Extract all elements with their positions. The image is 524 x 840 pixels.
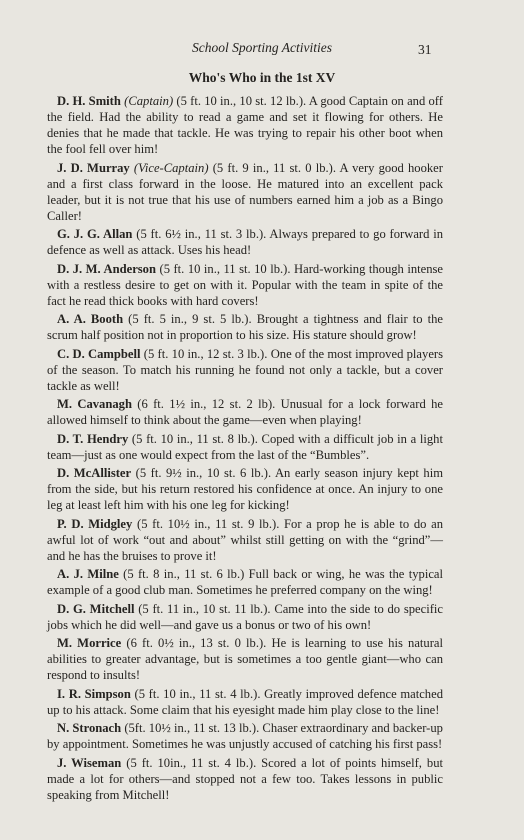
player-entry: [47, 160, 443, 224]
player-description: He is learning to use his natural abilities to greater advantage, but is sometimes a too gentle giant—who can respond to insults!: [47, 636, 443, 682]
player-name: P. D. Midgley: [57, 516, 133, 531]
player-description: A very good hooker and a first class forward in the loose. He matured into an excellent pack leader, but it is not true that his use of numbers earned him a job as a Bingo Caller!: [47, 160, 443, 223]
player-stats: (6 ft. 0½ in., 13 st. 0 lb.).: [126, 636, 267, 650]
player-stats: (5 ft. 10 in., 11 st. 8 lb.).: [131, 431, 258, 446]
player-name: M. Cavanagh: [57, 397, 132, 411]
player-name: D. T. Hendry: [57, 431, 129, 446]
player-entry: [47, 465, 443, 513]
player-stats: (5 ft. 9 in., 11 st. 0 lb.).: [212, 160, 336, 175]
player-entry: [47, 720, 443, 752]
player-description: Came into the side to do specific jobs which he did well—and gave us a bonus or two of his own!: [47, 601, 443, 632]
player-description: Coped with a difficult job in a light team—just as one would expect from the last of the “Bumbles”.: [47, 431, 443, 462]
player-entry: [47, 601, 443, 633]
player-entry: [47, 516, 443, 564]
player-stats: (5 ft. 8 in., 11 st. 6 lb.): [123, 567, 245, 581]
section-title: Who's Who in the 1st XV: [188, 70, 336, 85]
player-name: J. D. Murray: [57, 160, 130, 175]
player-description: An early season injury kept him from the side, but his return restored his confidence at once. An injury to one leg at least left him with his one leg for kicking!: [47, 466, 443, 512]
player-description: Unusual for a lock forward he allowed himself to think about the game—even when playing!: [47, 397, 443, 427]
player-stats: (5 ft. 10 in., 11 st. 10 lb.).: [159, 261, 291, 276]
player-name: D. G. Mitchell: [57, 601, 135, 616]
player-name: J. Wiseman: [57, 755, 122, 770]
player-description: A good Captain on and off the field. Had the ability to read a game and set it flowing for others. He denies that he made that tackle. He was trying to repair his other boot when the fool fell over him!: [47, 94, 443, 156]
player-entry: [47, 346, 443, 394]
running-head: School Sporting Activities: [192, 40, 332, 55]
player-entry: [47, 311, 443, 343]
player-entry: [47, 635, 443, 683]
player-stats: (5 ft. 11 in., 10 st. 11 lb.).: [138, 601, 271, 616]
player-stats: (5 ft. 5 in., 9 st. 5 lb.).: [128, 312, 252, 326]
player-entry: [47, 686, 443, 718]
player-name: M. Morrice: [57, 636, 122, 650]
player-description: Chaser extraordinary and backer-up by appointment. Sometimes he was unjustly accused of catching his first pass!: [47, 721, 443, 751]
player-description: Brought a tightness and flair to the scrum half position not in proportion to his size. His stature should grow!: [47, 312, 444, 342]
player-entry: [47, 93, 443, 157]
player-description: Scored a lot of points himself, but made a lot for others—and stopped not a few too. Takes lessons in public speaking from Mitchell!: [47, 755, 443, 802]
player-name: A. J. Milne: [57, 567, 119, 581]
player-stats: (5 ft. 10 in., 12 st. 3 lb.).: [143, 346, 268, 361]
player-entry: [47, 566, 443, 598]
player-entry: [47, 261, 443, 309]
player-name: G. J. G. Allan: [57, 227, 133, 241]
player-stats: (5 ft. 10 in., 11 st. 4 lb.).: [134, 686, 261, 701]
player-stats: (5 ft. 6½ in., 11 st. 3 lb.).: [136, 227, 267, 241]
player-name: D. McAllister: [57, 466, 132, 480]
player-stats: (5 ft. 9½ in., 10 st. 6 lb.).: [135, 466, 272, 480]
player-stats: (5 ft. 10in., 11 st. 4 lb.).: [126, 755, 257, 770]
player-description: Greatly improved defence matched up to his attack. Some claim that his eyesight made him play close to the line!: [47, 686, 443, 717]
player-role: (Captain): [124, 94, 174, 108]
player-name: I. R. Simpson: [57, 686, 131, 701]
player-stats: (5ft. 10½ in., 11 st. 13 lb.).: [124, 721, 260, 735]
player-stats: (5 ft. 10 in., 10 st. 12 lb.).: [176, 94, 307, 108]
player-stats: (6 ft. 1½ in., 12 st. 2 lb).: [137, 397, 276, 411]
page-number: 31: [418, 42, 432, 57]
player-list: [47, 93, 443, 805]
player-name: N. Stronach: [57, 721, 122, 735]
player-entry: [47, 396, 443, 428]
player-entry: [47, 226, 443, 258]
player-entry: [47, 755, 443, 803]
player-description: For a prop he is able to do an awful lot of work “out and about” whilst still getting on with the “grind”—and he has the bruises to prove it!: [47, 516, 444, 563]
player-description: Hard-working though intense with a restless desire to get on with it. Popular with the team in spite of the fact he read thick books with hard covers!: [47, 261, 443, 308]
player-role: (Vice-Captain): [133, 160, 209, 175]
player-description: Always prepared to go forward in defence as well as attack. Uses his head!: [47, 227, 444, 257]
player-name: C. D. Campbell: [57, 346, 141, 361]
player-description: Full back or wing, he was the typical example of a good club man. Sometimes he preferred company on the wing!: [47, 567, 443, 597]
player-entry: [47, 431, 443, 463]
player-name: D. H. Smith: [57, 94, 121, 108]
player-stats: (5 ft. 10½ in., 11 st. 9 lb.).: [137, 516, 280, 531]
player-name: A. A. Booth: [57, 312, 124, 326]
player-name: D. J. M. Anderson: [57, 261, 156, 276]
player-description: One of the most improved players of the season. To match his running he found not only a tackle, but a cover tackle as well!: [47, 346, 444, 393]
